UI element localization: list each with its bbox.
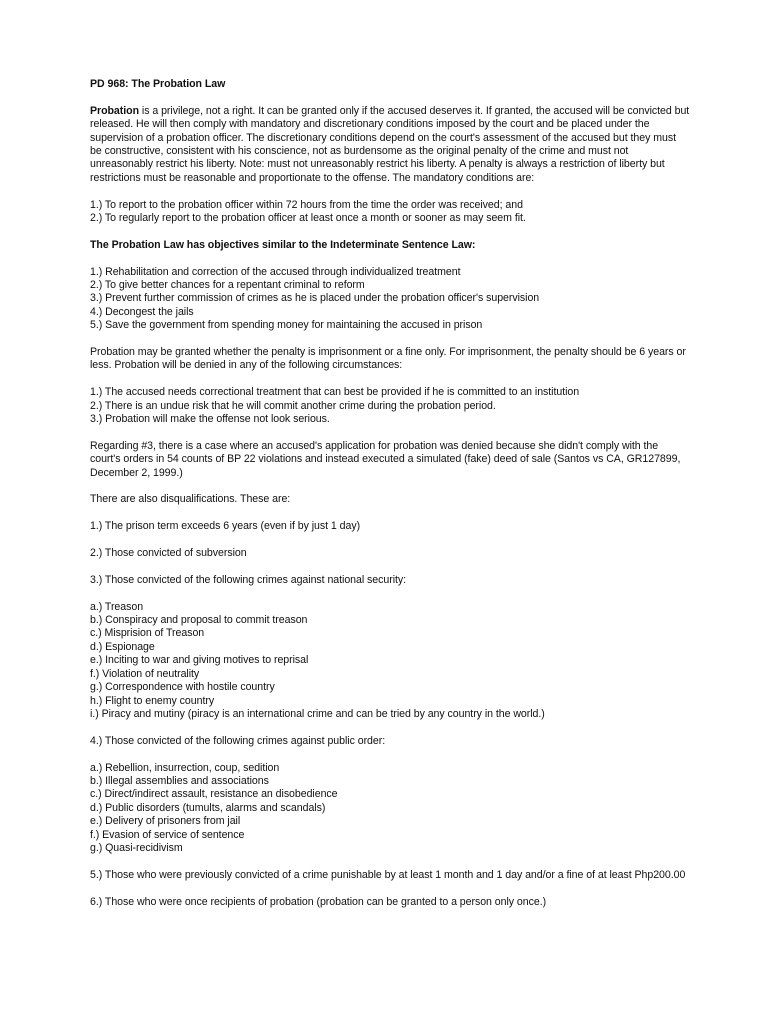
denial-item: 3.) Probation will make the offense not look serious. bbox=[90, 413, 330, 426]
public-order-crime: f.) Evasion of service of sentence bbox=[90, 828, 245, 841]
public-order-crime: g.) Quasi-recidivism bbox=[90, 841, 183, 854]
denial-item: 2.) There is an undue risk that he will commit another crime during the probation period. bbox=[90, 399, 496, 412]
intro-text: is a privilege, not a right. It can be granted only if the accused deserves it. If granted, the accused will be convicted but released. He will then comply with mandatory and discretionary conditions imposed by the court and be placed under the supervision of a probation officer. The discretionary conditions depend on the court's assessment of the accused but they must be constructive, consistent with his conscience, not as burdensome as the original penalty of the crime and must not unreasonably restrict his liberty. Note: must not unreasonably restrict his liberty. A penalty is always a restriction of liberty but restrictions must be reasonable and proportionate to the offense. The mandatory conditions are: bbox=[90, 104, 690, 184]
disqualification-item: 3.) Those convicted of the following crimes against national security: bbox=[90, 573, 407, 586]
disqualification-item: 2.) Those convicted of subversion bbox=[90, 547, 247, 560]
intro-paragraph bbox=[90, 105, 690, 185]
public-order-crime: c.) Direct/indirect assault, resistance an disobedience bbox=[90, 788, 338, 801]
public-order-crime: d.) Public disorders (tumults, alarms and scandals) bbox=[90, 801, 326, 814]
mandatory-item: 1.) To report to the probation officer within 72 hours from the time the order was received; and bbox=[90, 198, 523, 211]
disqualification-item: 5.) Those who were previously convicted of a crime punishable by at least 1 month and 1 day and/or a fine of at least Php200.00 bbox=[90, 868, 686, 881]
public-order-crime: a.) Rebellion, insurrection, coup, sedition bbox=[90, 761, 280, 774]
regarding-paragraph: Regarding #3, there is a case where an accused's application for probation was denied because she didn't comply with the court's orders in 54 counts of BP 22 violations and instead executed a simulated (fake) deed of sale (Santos vs CA, GR127899, December 2, 1999.) bbox=[90, 439, 681, 479]
objective-item: 5.) Save the government from spending money for maintaining the accused in prison bbox=[90, 319, 483, 332]
public-order-crime: b.) Illegal assemblies and associations bbox=[90, 774, 269, 787]
objective-item: 1.) Rehabilitation and correction of the accused through individualized treatment bbox=[90, 265, 461, 278]
document-title: PD 968: The Probation Law bbox=[90, 78, 226, 90]
national-security-crime: e.) Inciting to war and giving motives to reprisal bbox=[90, 654, 309, 667]
disqualification-item: 6.) Those who were once recipients of probation (probation can be granted to a person only once.) bbox=[90, 895, 547, 908]
objective-item: 2.) To give better chances for a repentant criminal to reform bbox=[90, 279, 365, 292]
grant-paragraph: Probation may be granted whether the penalty is imprisonment or a fine only. For imprisonment, the penalty should be 6 years or less. Probation will be denied in any of the following circumstances: bbox=[90, 346, 686, 372]
objective-item: 3.) Prevent further commission of crimes as he is placed under the probation officer's supervision bbox=[90, 292, 540, 305]
national-security-crime: a.) Treason bbox=[90, 600, 144, 613]
national-security-crime: b.) Conspiracy and proposal to commit treason bbox=[90, 614, 308, 627]
document-page bbox=[90, 78, 690, 909]
national-security-crime: d.) Espionage bbox=[90, 640, 155, 653]
objectives-heading: The Probation Law has objectives similar to the Indeterminate Sentence Law: bbox=[90, 238, 476, 251]
disqualifications-intro: There are also disqualifications. These are: bbox=[90, 493, 291, 506]
national-security-crime: f.) Violation of neutrality bbox=[90, 667, 200, 680]
disqualification-item: 4.) Those convicted of the following crimes against public order: bbox=[90, 734, 386, 747]
national-security-crime: h.) Flight to enemy country bbox=[90, 694, 215, 707]
national-security-crime: c.) Misprision of Treason bbox=[90, 627, 205, 640]
mandatory-item: 2.) To regularly report to the probation officer at least once a month or sooner as may seem fit. bbox=[90, 212, 526, 225]
national-security-crime: i.) Piracy and mutiny (piracy is an international crime and can be tried by any country in the world.) bbox=[90, 707, 545, 720]
objective-item: 4.) Decongest the jails bbox=[90, 305, 194, 318]
national-security-crime: g.) Correspondence with hostile country bbox=[90, 681, 275, 694]
public-order-crime: e.) Delivery of prisoners from jail bbox=[90, 815, 241, 828]
intro-lead: Probation bbox=[90, 104, 139, 117]
denial-item: 1.) The accused needs correctional treatment that can best be provided if he is committed to an institution bbox=[90, 386, 580, 399]
disqualification-item: 1.) The prison term exceeds 6 years (even if by just 1 day) bbox=[90, 520, 361, 533]
